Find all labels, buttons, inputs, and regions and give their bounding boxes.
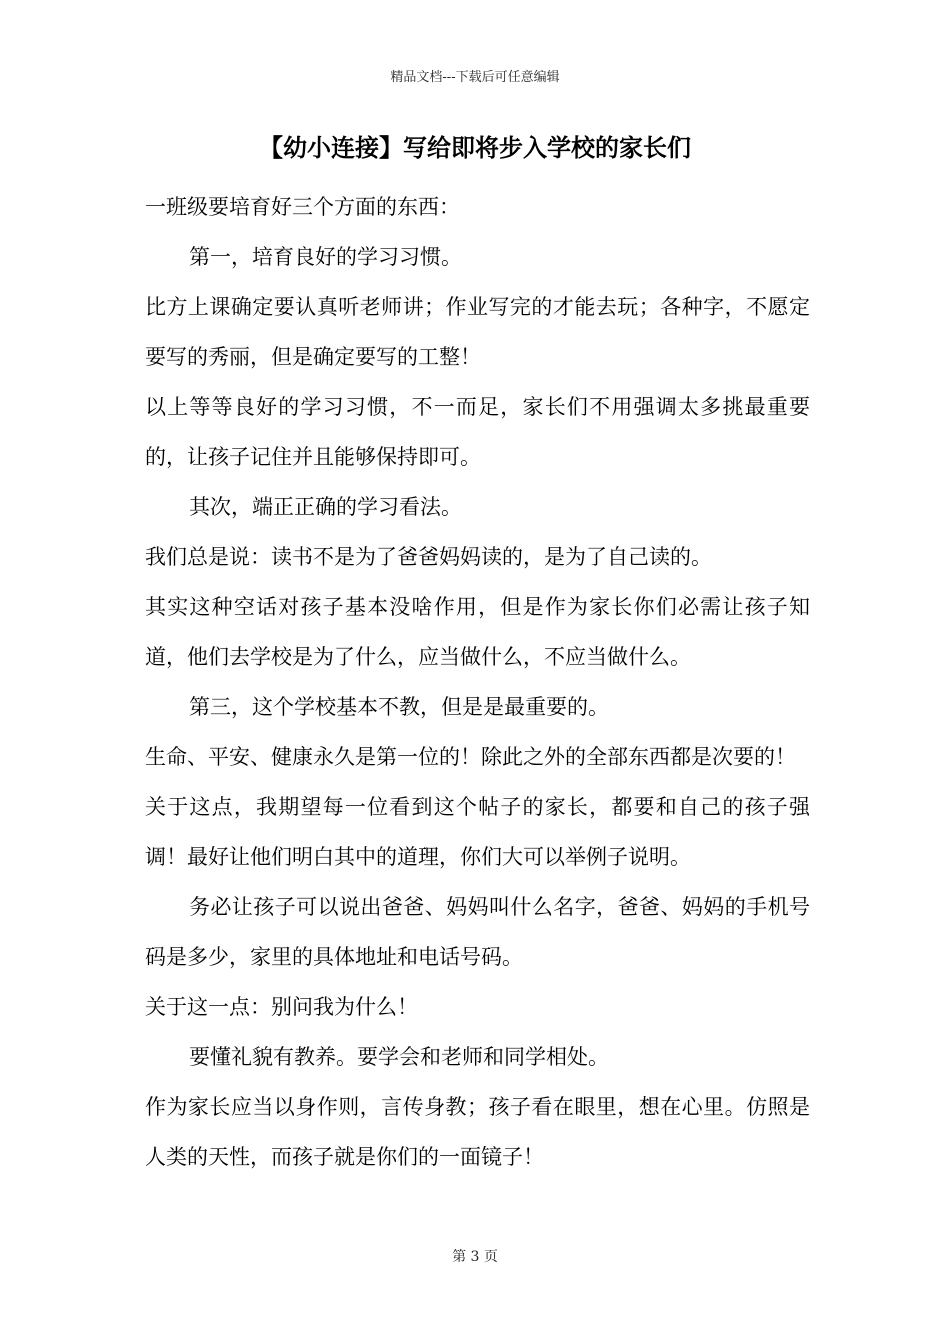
paragraph: 其实这种空话对孩子基本没啥作用，但是作为家长你们必需让孩子知道，他们去学校是为了什么，应当做什么，不应当做什么。: [145, 595, 810, 669]
paragraph: 第一，培育良好的学习习惯。: [189, 245, 462, 269]
document-body: [145, 182, 810, 1182]
paragraph: 第三，这个学校基本不教，但是是最重要的。: [189, 695, 609, 719]
paragraph: 我们总是说：读书不是为了爸爸妈妈读的，是为了自己读的。: [145, 545, 712, 569]
paragraph: 以上等等良好的学习习惯，不一而足，家长们不用强调太多挑最重要的，让孩子记住并且能够保持即可。: [145, 395, 810, 469]
paragraph: 生命、平安、健康永久是第一位的！除此之外的全部东西都是次要的！: [145, 745, 796, 769]
paragraph: 比方上课确定要认真听老师讲；作业写完的才能去玩；各种字，不愿定要写的秀丽，但是确定要写的工整！: [145, 295, 810, 369]
paragraph: 务必让孩子可以说出爸爸、妈妈叫什么名字，爸爸、妈妈的手机号码是多少，家里的具体地址和电话号码。: [145, 895, 810, 969]
paragraph: 其次，端正正确的学习看法。: [189, 495, 462, 519]
paragraph: 要懂礼貌有教养。要学会和老师和同学相处。: [189, 1045, 609, 1069]
paragraph: 关于这点，我期望每一位看到这个帖子的家长，都要和自己的孩子强调！最好让他们明白其中的道理，你们大可以举例子说明。: [145, 795, 810, 869]
document-title: 【幼小连接】写给即将步入学校的家长们: [259, 134, 691, 162]
paragraph: 一班级要培育好三个方面的东西：: [145, 195, 460, 219]
paragraph: 关于这一点：别问我为什么！: [145, 995, 418, 1019]
paragraph: 作为家长应当以身作则，言传身教；孩子看在眼里，想在心里。仿照是人类的天性，而孩子就是你们的一面镜子！: [145, 1095, 810, 1169]
page-number: 第 3 页: [452, 1249, 498, 1265]
header-note: 精品文档---下载后可任意编辑: [390, 70, 560, 85]
